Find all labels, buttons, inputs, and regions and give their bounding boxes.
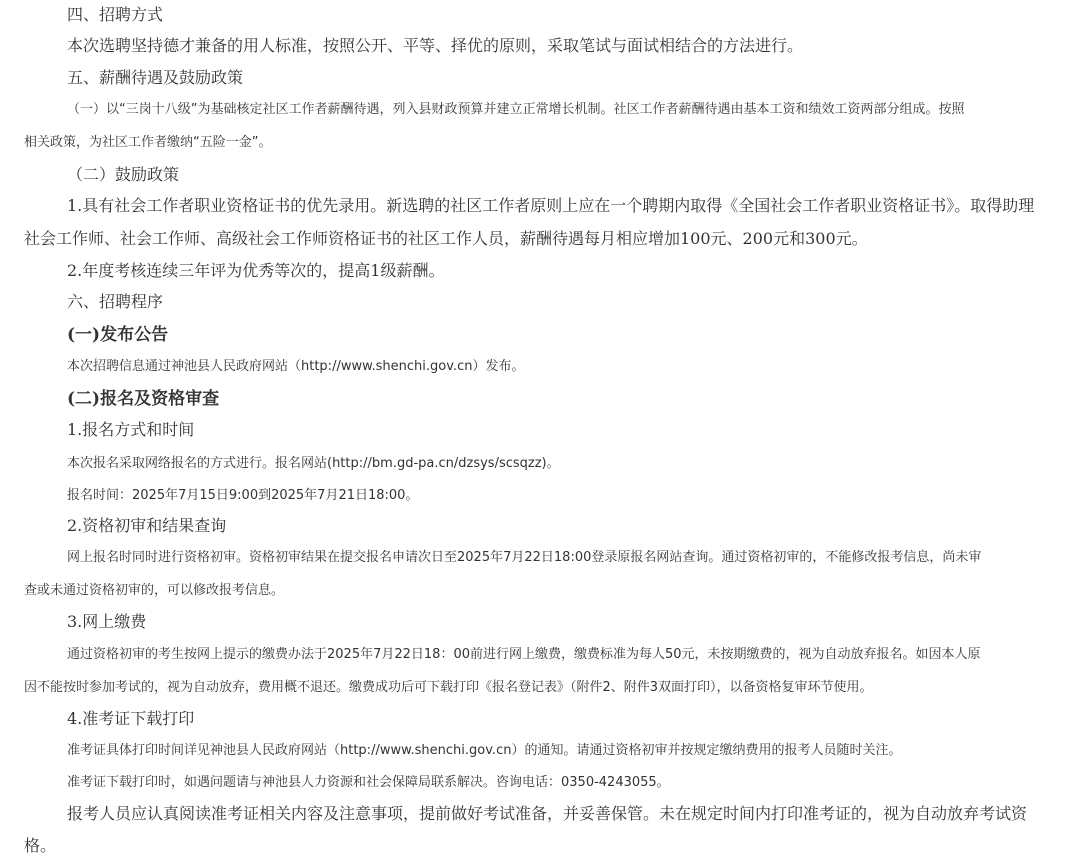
paragraph: 1.具有社会工作者职业资格证书的优先录用。新选聘的社区工作者原则上应在一个聘期内取得《全国社会工作者职业资格证书》。取得助理 bbox=[67, 196, 1035, 215]
paragraph: 通过资格初审的考生按网上提示的缴费办法于2025年7月22日18：00前进行网上缴费，缴费标准为每人50元，未按期缴费的，视为自动放弃报名。如因本人原 bbox=[67, 647, 981, 662]
subsection-heading: (一)发布公告 bbox=[67, 325, 169, 345]
subsection-heading: （二）鼓励政策 bbox=[67, 165, 180, 184]
section-heading: 四、招聘方式 bbox=[67, 5, 164, 24]
item-heading: 1.报名方式和时间 bbox=[67, 420, 195, 439]
paragraph: 准考证具体打印时间详见神池县人民政府网站（http://www.shenchi.gov.cn）的通知。请通过资格初审并按规定缴纳费用的报考人员随时关注。 bbox=[67, 743, 902, 758]
subsection-heading: (二)报名及资格审查 bbox=[67, 389, 220, 409]
item-heading: 4.准考证下载打印 bbox=[67, 709, 195, 728]
paragraph: 网上报名时同时进行资格初审。资格初审结果在提交报名申请次日至2025年7月22日18:00登录原报名网站查询。通过资格初审的，不能修改报考信息，尚未审 bbox=[67, 550, 982, 565]
paragraph: 本次选聘坚持德才兼备的用人标准，按照公开、平等、择优的原则，采取笔试与面试相结合的方法进行。 bbox=[67, 36, 804, 55]
item-heading: 2.资格初审和结果查询 bbox=[67, 516, 227, 535]
paragraph: 相关政策，为社区工作者缴纳“五险一金”。 bbox=[24, 135, 272, 150]
paragraph: 查或未通过资格初审的，可以修改报考信息。 bbox=[24, 583, 285, 598]
item-heading: 3.网上缴费 bbox=[67, 612, 147, 631]
paragraph: （一）以“三岗十八级”为基础核定社区工作者薪酬待遇，列入县财政预算并建立正常增长机制。社区工作者薪酬待遇由基本工资和绩效工资两部分组成。按照 bbox=[67, 102, 965, 117]
paragraph: 格。 bbox=[24, 836, 57, 855]
paragraph: 报考人员应认真阅读准考证相关内容及注意事项，提前做好考试准备，并妥善保管。未在规定时间内打印准考证的，视为自动放弃考试资 bbox=[67, 804, 1028, 823]
section-heading: 六、招聘程序 bbox=[67, 292, 164, 311]
paragraph: 本次招聘信息通过神池县人民政府网站（http://www.shenchi.gov.cn）发布。 bbox=[67, 359, 525, 374]
paragraph: 社会工作师、社会工作师、高级社会工作师资格证书的社区工作人员，薪酬待遇每月相应增加100元、200元和300元。 bbox=[24, 229, 868, 248]
paragraph: 因不能按时参加考试的，视为自动放弃，费用概不退还。缴费成功后可下载打印《报名登记表》（附件2、附件3双面打印），以备资格复审环节使用。 bbox=[24, 680, 873, 695]
paragraph: 本次报名采取网络报名的方式进行。报名网站(http://bm.gd-pa.cn/dzsys/scsqzz)。 bbox=[67, 456, 560, 471]
paragraph: 报名时间：2025年7月15日9:00到2025年7月21日18:00。 bbox=[67, 488, 419, 503]
paragraph: 准考证下载打印时，如遇问题请与神池县人力资源和社会保障局联系解决。咨询电话：0350-4243055。 bbox=[67, 775, 670, 790]
paragraph: 2.年度考核连续三年评为优秀等次的，提高1级薪酬。 bbox=[67, 261, 445, 280]
section-heading: 五、薪酬待遇及鼓励政策 bbox=[67, 68, 244, 87]
